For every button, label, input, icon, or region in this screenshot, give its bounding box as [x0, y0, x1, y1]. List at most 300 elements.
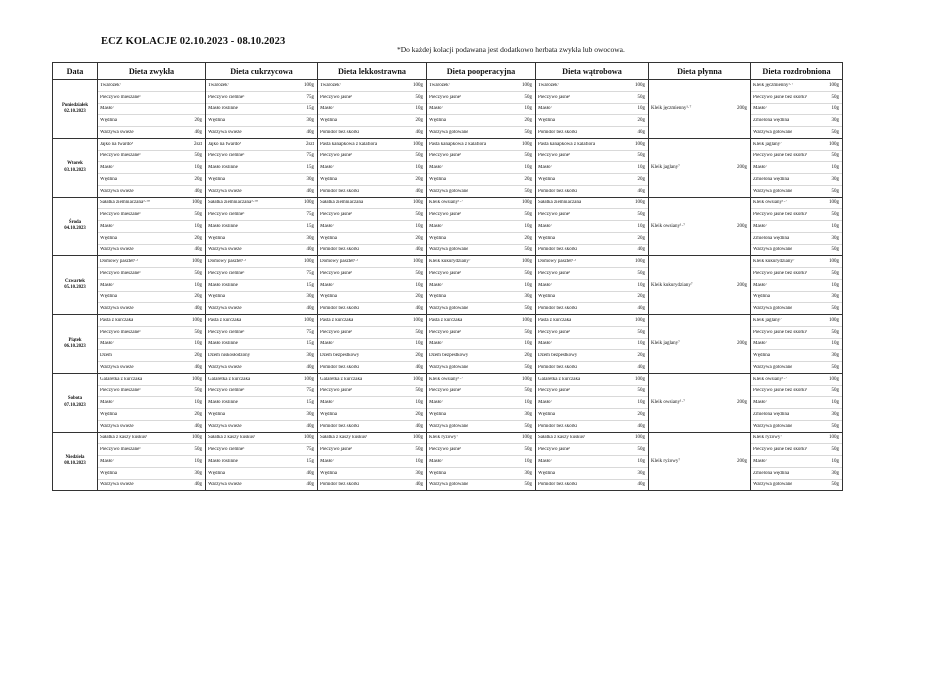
meal-item-name: Wędlina	[208, 176, 225, 182]
meal-item	[536, 233, 648, 245]
meal-item-amount: 20g	[415, 411, 423, 417]
meal-item	[536, 221, 648, 233]
meal-item	[427, 350, 535, 362]
meal-item-amount: 30g	[306, 411, 314, 417]
meal-item-amount: 50g	[524, 247, 532, 253]
meal-item-amount: 10g	[415, 341, 423, 347]
meal-item	[536, 186, 648, 197]
meal-item	[206, 315, 317, 327]
meal-item	[427, 292, 535, 304]
meal-item	[751, 444, 842, 456]
meal-item-name: Masło⁷	[538, 400, 553, 406]
meal-item-name: Masło roślinne	[208, 458, 238, 464]
meal-item-amount: 40g	[306, 188, 314, 194]
meal-item-name: Sałatka ziemniaczana	[320, 200, 364, 206]
meal-item-amount: 100g	[522, 82, 532, 88]
meal-item-amount: 50g	[524, 329, 532, 335]
meal-item-name: Masło⁷	[429, 282, 444, 288]
meal-item-amount: 30g	[831, 353, 839, 359]
meal-item-amount: 100g	[829, 376, 839, 382]
meal-item	[427, 104, 535, 116]
meal-item	[751, 480, 842, 491]
meal-item	[98, 292, 205, 304]
table-row	[53, 256, 843, 315]
meal-item-name: Domowy pasztet¹·³	[538, 259, 577, 265]
date-cell	[53, 197, 98, 256]
meal-item	[427, 386, 535, 398]
meal-item	[649, 400, 750, 405]
meal-item-name: Warzywa świeże	[100, 306, 134, 312]
meal-cell-lekkostrawna	[318, 138, 427, 197]
meal-item-name: Masło⁷	[753, 458, 768, 464]
meal-cell-watrobowa	[536, 138, 649, 197]
meal-item-amount: 200g	[737, 341, 747, 347]
meal-item	[206, 104, 317, 116]
table-row	[53, 138, 843, 197]
meal-item-name: Pomidor bez skórki	[320, 129, 360, 135]
meal-item-name: Wędlina	[320, 411, 337, 417]
meal-item	[536, 468, 648, 480]
meal-item	[318, 162, 426, 174]
meal-item	[536, 139, 648, 151]
menu-table	[52, 62, 843, 491]
meal-item-name: Warzywa świeże	[100, 247, 134, 253]
meal-item-name: Pomidor bez skórki	[538, 364, 578, 370]
meal-cell-zwykla	[98, 80, 206, 139]
meal-item	[98, 327, 205, 339]
meal-cell-rozdrobniona	[751, 315, 843, 374]
meal-item-name: Pieczywo jasne¹	[538, 94, 571, 100]
meal-item-amount: 100g	[192, 435, 202, 441]
meal-item-name: Pasta z kurczaka	[320, 317, 354, 323]
meal-item	[98, 104, 205, 116]
meal-item-amount: 20g	[415, 118, 423, 124]
meal-item	[427, 362, 535, 373]
meal-item	[206, 327, 317, 339]
meal-item-name: Masło roślinne	[208, 341, 238, 347]
meal-item	[206, 80, 317, 92]
meal-item	[318, 315, 426, 327]
meal-item-name: Masło⁷	[538, 341, 553, 347]
meal-item-amount: 50g	[524, 364, 532, 370]
day-date: 02.10.2023	[64, 108, 86, 114]
meal-item	[751, 327, 842, 339]
meal-item-name: Dżem niskosłodzony	[208, 353, 251, 359]
meal-item-name: Kleik kukurydziany⁷	[753, 259, 795, 265]
meal-item-name: Masło⁷	[100, 282, 115, 288]
meal-item-amount: 2szt	[305, 141, 314, 147]
meal-cell-zwykla	[98, 373, 206, 432]
meal-item	[206, 256, 317, 268]
meal-item-amount: 30g	[831, 176, 839, 182]
meal-item	[318, 409, 426, 421]
meal-item-amount: 30g	[831, 470, 839, 476]
meal-item-amount: 50g	[415, 447, 423, 453]
meal-item-amount: 100g	[304, 317, 314, 323]
meal-item	[427, 162, 535, 174]
meal-item-name: Wędlina	[429, 118, 446, 124]
meal-cell-pooperacyjna	[427, 315, 536, 374]
table-row	[53, 315, 843, 374]
meal-item-amount: 100g	[829, 200, 839, 206]
meal-cell-pooperacyjna	[427, 373, 536, 432]
meal-cell-cukrzycowa	[206, 373, 318, 432]
meal-item-amount: 10g	[637, 400, 645, 406]
meal-item-amount: 50g	[831, 447, 839, 453]
meal-item	[206, 162, 317, 174]
meal-item	[206, 421, 317, 432]
meal-item	[751, 162, 842, 174]
meal-item	[536, 350, 648, 362]
meal-item	[751, 456, 842, 468]
meal-item	[98, 303, 205, 314]
meal-item-name: Kleik jaglany⁷	[651, 165, 680, 171]
meal-item	[98, 92, 205, 104]
meal-item-amount: 50g	[831, 153, 839, 159]
meal-item-amount: 40g	[415, 423, 423, 429]
meal-item	[649, 459, 750, 464]
meal-item	[751, 280, 842, 292]
meal-item-amount: 40g	[194, 306, 202, 312]
meal-item	[206, 433, 317, 445]
meal-item	[98, 374, 205, 386]
meal-item-name: Masło⁷	[538, 458, 553, 464]
meal-item-name: Pasta kanapkowa z kalafiora	[320, 141, 378, 147]
meal-item-name: Wędlina	[208, 118, 225, 124]
meal-item-name: Warzywa gotowane	[429, 306, 469, 312]
table-row	[53, 432, 843, 491]
meal-item-amount: 10g	[415, 165, 423, 171]
meal-cell-watrobowa	[536, 315, 649, 374]
meal-item-name: Warzywa świeże	[100, 129, 134, 135]
meal-item-name: Pieczywo jasne¹	[538, 153, 571, 159]
table-row	[53, 197, 843, 256]
meal-item	[98, 221, 205, 233]
meal-item	[98, 315, 205, 327]
meal-item-amount: 50g	[194, 329, 202, 335]
meal-item	[427, 397, 535, 409]
meal-item-name: Masło⁷	[753, 165, 768, 171]
meal-item-amount: 10g	[831, 165, 839, 171]
meal-item-name: Pieczywo mieszane¹	[100, 94, 141, 100]
day-name: Wtorek	[67, 161, 83, 167]
meal-item-amount: 50g	[831, 188, 839, 194]
meal-cell-plynna	[649, 197, 751, 256]
meal-item-amount: 10g	[415, 282, 423, 288]
meal-item-name: Pieczywo mieszane¹	[100, 447, 141, 453]
meal-item-name: Wędlina	[100, 235, 117, 241]
meal-item	[318, 245, 426, 256]
meal-item	[427, 327, 535, 339]
meal-item	[206, 221, 317, 233]
meal-item	[751, 104, 842, 116]
meal-item-amount: 40g	[194, 482, 202, 488]
meal-item-amount: 100g	[829, 82, 839, 88]
meal-item-name: Pieczywo jasne¹	[320, 447, 353, 453]
meal-item-amount: 30g	[831, 411, 839, 417]
meal-item-name: Masło roślinne	[208, 165, 238, 171]
meal-item	[536, 162, 648, 174]
meal-item	[536, 245, 648, 256]
meal-item-amount: 100g	[635, 259, 645, 265]
meal-item-name: Dżem bezpestkowy	[538, 353, 578, 359]
meal-item-name: Pieczywo jasne¹	[538, 388, 571, 394]
meal-item-name: Masło⁷	[538, 223, 553, 229]
meal-item	[536, 80, 648, 92]
tea-note: *Do każdej kolacji podawana jest dodatkowo herbata zwykła lub owocowa.	[397, 45, 625, 54]
meal-item-amount: 20g	[194, 235, 202, 241]
meal-item-name: Pieczywo ciemne¹	[208, 94, 245, 100]
meal-item-name: Pieczywo jasne¹	[538, 329, 571, 335]
meal-item-amount: 15g	[306, 458, 314, 464]
meal-item-amount: 30g	[306, 235, 314, 241]
meal-item	[318, 104, 426, 116]
meal-item	[751, 127, 842, 138]
header-row	[53, 63, 843, 80]
meal-cell-rozdrobniona	[751, 256, 843, 315]
meal-item-amount: 10g	[831, 458, 839, 464]
meal-item-amount: 30g	[831, 235, 839, 241]
meal-item	[318, 444, 426, 456]
meal-item-amount: 40g	[637, 247, 645, 253]
meal-item	[206, 339, 317, 351]
meal-item-amount: 100g	[192, 200, 202, 206]
meal-item-amount: 100g	[304, 82, 314, 88]
meal-item-name: Galaretka z kurczaka	[320, 376, 363, 382]
meal-item-name: Pomidor bez skórki	[538, 482, 578, 488]
meal-item	[98, 386, 205, 398]
meal-item-amount: 10g	[194, 282, 202, 288]
meal-item	[427, 151, 535, 163]
meal-item-name: Zmielona wędlina	[753, 118, 790, 124]
meal-cell-watrobowa	[536, 197, 649, 256]
meal-item-name: Warzywa gotowane	[753, 188, 793, 194]
meal-item-amount: 40g	[415, 364, 423, 370]
meal-item-name: Warzywa świeże	[100, 364, 134, 370]
meal-item-amount: 50g	[524, 270, 532, 276]
meal-item	[751, 174, 842, 186]
meal-cell-plynna	[649, 373, 751, 432]
meal-item-amount: 40g	[306, 247, 314, 253]
meal-item-name: Kleik owsiany¹·⁷	[429, 376, 463, 382]
header-dieta-cukrzycowa: Dieta cukrzycowa	[206, 63, 318, 80]
meal-item	[206, 233, 317, 245]
meal-item	[318, 115, 426, 127]
meal-item-name: Pieczywo jasne bez skórki¹	[753, 270, 808, 276]
meal-item-name: Masło⁷	[320, 400, 335, 406]
meal-item-name: Masło⁷	[753, 341, 768, 347]
meal-item	[98, 151, 205, 163]
meal-item-name: Masło⁷	[100, 165, 115, 171]
meal-item-name: Zmielona wędlina	[753, 176, 790, 182]
header-dieta-zwykla: Dieta zwykła	[98, 63, 206, 80]
meal-item	[98, 339, 205, 351]
meal-item-amount: 100g	[192, 317, 202, 323]
meal-cell-lekkostrawna	[318, 373, 427, 432]
meal-item-amount: 10g	[524, 282, 532, 288]
meal-item-amount: 50g	[194, 153, 202, 159]
meal-item-amount: 15g	[306, 400, 314, 406]
meal-item-name: Pieczywo mieszane¹	[100, 329, 141, 335]
meal-item	[751, 151, 842, 163]
meal-item-amount: 10g	[415, 223, 423, 229]
meal-item-name: Warzywa gotowane	[429, 188, 469, 194]
meal-item-name: Warzywa świeże	[208, 129, 242, 135]
meal-cell-rozdrobniona	[751, 80, 843, 139]
meal-item-name: Warzywa gotowane	[753, 364, 793, 370]
meal-item-amount: 20g	[524, 176, 532, 182]
meal-item-amount: 15g	[306, 106, 314, 112]
meal-item-amount: 10g	[637, 106, 645, 112]
meal-cell-lekkostrawna	[318, 256, 427, 315]
meal-item-amount: 100g	[635, 317, 645, 323]
meal-item-name: Warzywa gotowane	[429, 247, 469, 253]
meal-item-name: Wędlina	[320, 176, 337, 182]
meal-item-name: Kleik ryżowy⁷	[753, 435, 783, 441]
meal-item-name: Pieczywo jasne¹	[538, 447, 571, 453]
day-date: 03.10.2023	[64, 167, 86, 173]
meal-item	[98, 468, 205, 480]
meal-item-name: Twarożek⁷	[100, 82, 122, 88]
meal-item-amount: 30g	[194, 470, 202, 476]
meal-item	[98, 80, 205, 92]
meal-item	[318, 127, 426, 138]
meal-item-name: Kleik owsiany¹·⁷	[753, 376, 787, 382]
meal-item-name: Pomidor bez skórki	[538, 129, 578, 135]
meal-cell-zwykla	[98, 432, 206, 491]
table-row	[53, 80, 843, 139]
meal-item-name: Pieczywo jasne¹	[429, 153, 462, 159]
meal-item-amount: 20g	[637, 294, 645, 300]
meal-item-amount: 50g	[637, 212, 645, 218]
meal-item	[751, 198, 842, 210]
meal-item-name: Pieczywo jasne¹	[320, 153, 353, 159]
meal-item-amount: 50g	[194, 270, 202, 276]
meal-item	[98, 280, 205, 292]
meal-item-amount: 30g	[831, 118, 839, 124]
meal-item	[206, 456, 317, 468]
meal-item-amount: 200g	[737, 282, 747, 288]
meal-item-amount: 20g	[637, 353, 645, 359]
meal-item-amount: 10g	[637, 282, 645, 288]
meal-item-amount: 50g	[524, 188, 532, 194]
meal-cell-plynna	[649, 256, 751, 315]
meal-item	[98, 456, 205, 468]
meal-item-amount: 75g	[306, 212, 314, 218]
meal-item-name: Pieczywo ciemne¹	[208, 153, 245, 159]
meal-item-name: Pasta z kurczaka	[208, 317, 242, 323]
meal-item-amount: 50g	[415, 153, 423, 159]
meal-item	[649, 224, 750, 229]
meal-item-amount: 50g	[415, 388, 423, 394]
meal-item-name: Warzywa gotowane	[429, 364, 469, 370]
meal-item	[536, 292, 648, 304]
meal-item-amount: 100g	[635, 200, 645, 206]
meal-item-name: Pieczywo jasne¹	[538, 212, 571, 218]
meal-item-amount: 40g	[194, 364, 202, 370]
meal-item	[318, 198, 426, 210]
meal-item-amount: 40g	[194, 247, 202, 253]
meal-item	[751, 409, 842, 421]
meal-item-amount: 20g	[637, 235, 645, 241]
meal-item-name: Pieczywo mieszane¹	[100, 388, 141, 394]
meal-cell-pooperacyjna	[427, 256, 536, 315]
meal-item-amount: 50g	[524, 94, 532, 100]
meal-item-amount: 100g	[413, 200, 423, 206]
meal-item-amount: 20g	[194, 118, 202, 124]
meal-item-amount: 10g	[415, 106, 423, 112]
meal-item	[98, 186, 205, 197]
meal-item-name: Wędlina	[320, 235, 337, 241]
meal-item	[751, 468, 842, 480]
meal-item	[536, 174, 648, 186]
meal-item-name: Masło⁷	[429, 223, 444, 229]
meal-item-amount: 100g	[829, 435, 839, 441]
meal-item-name: Pieczywo ciemne¹	[208, 447, 245, 453]
meal-item-name: Wędlina	[208, 235, 225, 241]
meal-item	[427, 280, 535, 292]
meal-item	[751, 186, 842, 197]
date-cell	[53, 432, 98, 491]
meal-cell-plynna	[649, 138, 751, 197]
meal-cell-rozdrobniona	[751, 197, 843, 256]
meal-item-name: Kleik owsiany¹·⁷	[429, 200, 463, 206]
meal-item-amount: 10g	[194, 400, 202, 406]
meal-item-name: Galaretka z kurczaka	[208, 376, 251, 382]
meal-item-name: Wędlina	[100, 470, 117, 476]
meal-item	[536, 409, 648, 421]
meal-item-name: Pieczywo jasne¹	[320, 212, 353, 218]
meal-item	[649, 106, 750, 111]
meal-item-name: Wędlina	[429, 294, 446, 300]
meal-item-amount: 100g	[413, 259, 423, 265]
meal-item	[427, 480, 535, 491]
meal-item	[427, 339, 535, 351]
meal-item-amount: 75g	[306, 153, 314, 159]
meal-item	[536, 433, 648, 445]
meal-item-amount: 15g	[306, 282, 314, 288]
meal-item-amount: 15g	[306, 223, 314, 229]
meal-item-name: Pomidor bez skórki	[538, 188, 578, 194]
meal-item-name: Pieczywo jasne¹	[429, 270, 462, 276]
meal-cell-rozdrobniona	[751, 138, 843, 197]
meal-item-amount: 200g	[737, 165, 747, 171]
meal-item	[98, 268, 205, 280]
meal-item-name: Kleik jęczmienny¹·⁷	[753, 82, 794, 88]
date-cell	[53, 256, 98, 315]
meal-item-name: Warzywa świeże	[208, 482, 242, 488]
meal-item-amount: 50g	[637, 270, 645, 276]
meal-item	[427, 421, 535, 432]
meal-item	[751, 339, 842, 351]
meal-item-amount: 100g	[413, 82, 423, 88]
meal-item-amount: 10g	[524, 341, 532, 347]
meal-item-name: Warzywa gotowane	[753, 129, 793, 135]
meal-item	[427, 221, 535, 233]
meal-item	[318, 268, 426, 280]
meal-cell-cukrzycowa	[206, 432, 318, 491]
meal-item	[318, 327, 426, 339]
meal-item-name: Wędlina	[429, 235, 446, 241]
meal-item-name: Pieczywo mieszane¹	[100, 153, 141, 159]
meal-item	[427, 268, 535, 280]
meal-item	[98, 245, 205, 256]
meal-item-amount: 100g	[522, 435, 532, 441]
meal-item-name: Pomidor bez skórki	[320, 306, 360, 312]
day-date: 04.10.2023	[64, 226, 86, 232]
meal-item	[427, 374, 535, 386]
meal-item	[751, 245, 842, 256]
